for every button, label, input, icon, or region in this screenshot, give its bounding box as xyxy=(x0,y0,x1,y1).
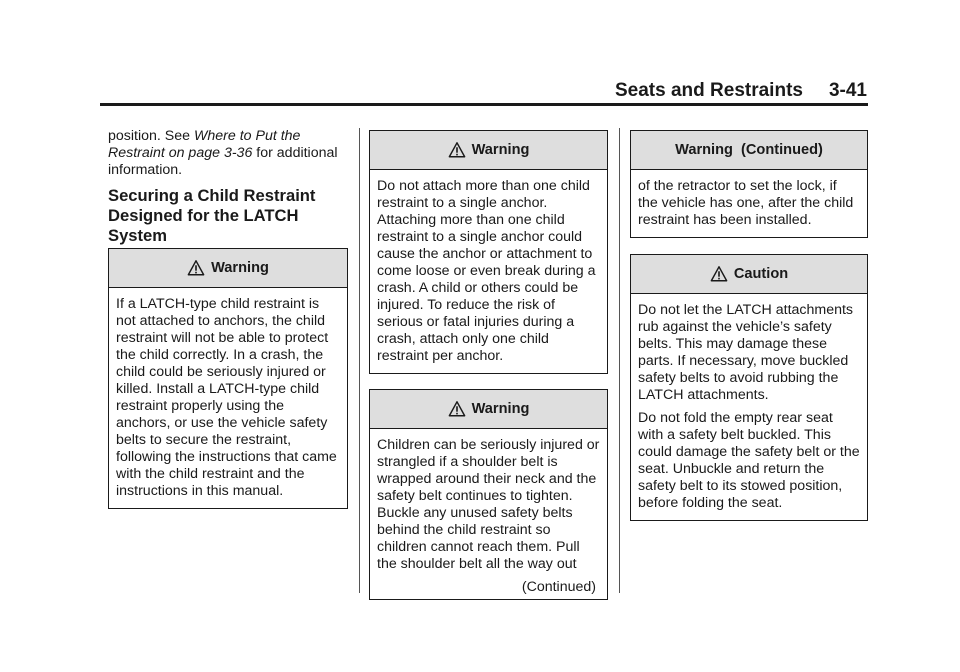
warning-box xyxy=(369,389,608,600)
cross-reference: Where to Put the Restraint on page 3-36 xyxy=(108,128,301,161)
section-heading: Securing a Child Restraint Designed for the LATCH System xyxy=(108,186,316,245)
caution-box xyxy=(630,254,868,521)
intro-paragraph xyxy=(108,128,346,179)
header-rule xyxy=(100,103,868,106)
section-name: Seats and Restraints xyxy=(615,80,803,101)
running-header xyxy=(610,80,867,102)
warning-header xyxy=(109,249,347,288)
column-divider xyxy=(619,128,620,593)
warning-triangle-icon xyxy=(187,259,205,277)
warning-text: of the retractor to set the lock, if the vehicle has one, after the child restraint has been installed. xyxy=(638,178,854,228)
caution-title: Caution xyxy=(733,266,789,282)
warning-title: Warning xyxy=(471,401,530,417)
intro-text: position. See xyxy=(108,128,194,144)
warning-title: Warning xyxy=(471,142,530,158)
continued-label: (Continued) xyxy=(521,579,596,595)
warning-continued-title: Warning (Continued) xyxy=(675,142,823,158)
warning-triangle-icon xyxy=(448,141,466,159)
warning-text: Do not attach more than one child restraint to a single anchor. Attaching more than one child restraint to a single anchor could cause the anchor or attachment to come loose or even break during a crash. A child or others could be injured. To reduce the risk of serious or fatal injuries during a crash, attach only one child restraint per anchor. xyxy=(377,178,596,364)
caution-triangle-icon xyxy=(710,265,728,283)
caution-header xyxy=(631,255,867,294)
warning-header xyxy=(370,131,607,170)
caution-text: Do not fold the empty rear seat with a safety belt buckled. This could damage the safety belt or the seat. Unbuckle and return the safety belt to its stowed position, before folding the seat. xyxy=(638,410,860,511)
column-divider xyxy=(359,128,360,593)
warning-box xyxy=(108,248,348,509)
warning-header xyxy=(370,390,607,429)
warning-header xyxy=(631,131,867,170)
warning-title: Warning xyxy=(211,260,269,276)
caution-text: Do not let the LATCH attachments rub against the vehicle’s safety belts. This may damage these parts. If necessary, move buckled safety belts to avoid rubbing the LATCH attachments. xyxy=(638,302,854,403)
warning-text: If a LATCH-type child restraint is not attached to anchors, the child restraint will not be able to protect the child correctly. In a crash, the child could be seriously injured or killed. Install a LATCH-type child restraint properly using the anchors, or use the vehicle safety belts to secure the restraint, following the instructions that came with the child restraint and the instructions in this manual. xyxy=(116,296,337,499)
warning-continued-box xyxy=(630,130,868,238)
warning-triangle-icon xyxy=(448,400,466,418)
intro-text-end: for additional information. xyxy=(108,145,338,178)
warning-text: Children can be seriously injured or strangled if a shoulder belt is wrapped around their neck and the safety belt continues to tighten. Buckle any unused safety belts behind the child restraint so children cannot reach them. Pull the shoulder belt all the way out xyxy=(377,437,600,572)
page-number: 3-41 xyxy=(828,80,867,101)
warning-box xyxy=(369,130,608,374)
